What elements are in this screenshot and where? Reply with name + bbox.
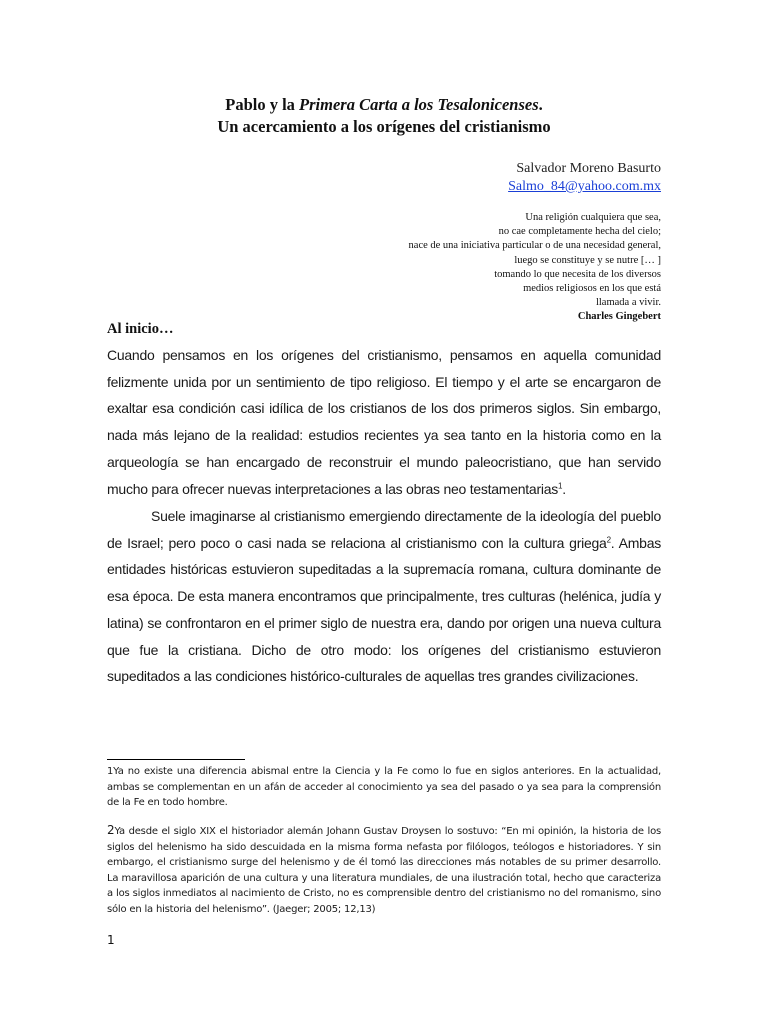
footnote-2 — [107, 823, 661, 917]
paragraph-1-text: Cuando pensamos en los orígenes del cristianismo, pensamos en aquella comunidad felizmente unida por un sentimiento de tipo religioso. El tiempo y el arte se encargaron de exaltar esa condición casi idílica de los cristianos de los dos primeros siglos. Sin embargo, nada más lejano de la realidad: estudios recientes ya sea tanto en la historia como en la arqueología se han encargado de reconstruir el mundo paleocristiano, que han servido mucho para ofrecer nuevas interpretaciones a las obras neo testamentarias — [107, 347, 661, 497]
footnote-1-text: Ya no existe una diferencia abismal entre la Ciencia y la Fe como lo fue en siglos anteriores. En la actualidad, ambas se complementan en un afán de acceder al conocimiento ya sea del pasado o ya sea para la comprensión de la Fe en todo hombre. — [107, 766, 661, 808]
title-italic: Primera Carta a los Tesalonicenses — [299, 95, 539, 114]
footnote-1-number: 1 — [107, 766, 114, 777]
paragraph-2 — [107, 503, 661, 690]
paragraph-1-end: . — [562, 480, 566, 497]
section-heading: Al inicio… — [107, 321, 174, 337]
footnote-2-number: 2 — [107, 823, 115, 837]
footnote-ref-1[interactable]: 1 — [558, 480, 563, 490]
epigraph-author: Charles Gingebert — [577, 311, 661, 323]
paragraph-2-text: Suele imaginarse al cristianismo emergiendo directamente de la ideología del pueblo de Israel; pero poco o casi nada se relaciona al cristianismo con la cultura griega — [107, 508, 661, 551]
epigraph-line: Una religión cualquiera que sea, — [525, 212, 661, 223]
epigraph-line: no cae completamente hecha del cielo; — [498, 226, 661, 238]
footnote-separator — [107, 759, 245, 760]
footnote-2-text: Ya desde el siglo XIX el historiador alemán Johann Gustav Droysen lo sostuvo: “En mi opinión, la historia de los siglos del helenismo ha sido descuidada en la misma forma nefasta por filólogos, teólogos e historiadores. Y sin embargo, el cristianismo surge del helenismo y de él tomó las direcciones más notables de su primer desarrollo. La maravillosa aparición de una cultura y una literatura mundiales, de una ilustración total, hecho que caracteriza a los siglos inmediatos al nacimiento de Cristo, no es comprensible dentro del cristianismo no del romanismo, sino sólo en la historia del helenismo”. (Jaeger; 2005; 12,13) — [107, 826, 661, 915]
epigraph-line: tomando lo que necesita de los diversos — [494, 268, 661, 280]
epigraph-line: llamada a vivir. — [595, 297, 661, 309]
title-line-1 — [107, 94, 661, 116]
author-name: Salvador Moreno Basurto — [516, 161, 661, 176]
footnote-1 — [107, 764, 661, 811]
title-line-2: Un acercamiento a los orígenes del cristianismo — [217, 117, 551, 136]
footnote-ref-2[interactable]: 2 — [606, 535, 611, 545]
epigraph — [321, 211, 661, 325]
epigraph-line: luego se constituye y se nutre [… ] — [514, 254, 661, 266]
title-suffix: . — [538, 95, 543, 114]
page-number: 1 — [107, 933, 115, 947]
paragraph-1 — [107, 342, 661, 502]
paragraph-2-rest: . Ambas entidades históricas estuvieron supeditadas a la supremacía romana, cultura dominante de esa época. De esta manera encontramos que principalmente, tres culturas (helénica, judía y latina) se confrontaron en el primer siglo de nuestra era, dando por origen una nueva cultura que fue la cristiana. Dicho de otro modo: los orígenes del cristianismo estuvieron supeditados a las condiciones histórico-culturales de aquellas tres grandes civilizaciones. — [107, 534, 661, 685]
author-email-link[interactable]: Salmo_84@yahoo.com.mx — [508, 179, 661, 194]
epigraph-line: nace de una iniciativa particular o de una necesidad general, — [408, 240, 661, 252]
epigraph-line: medios religiosos en los que está — [523, 283, 661, 295]
title-prefix: Pablo y la — [225, 95, 300, 114]
